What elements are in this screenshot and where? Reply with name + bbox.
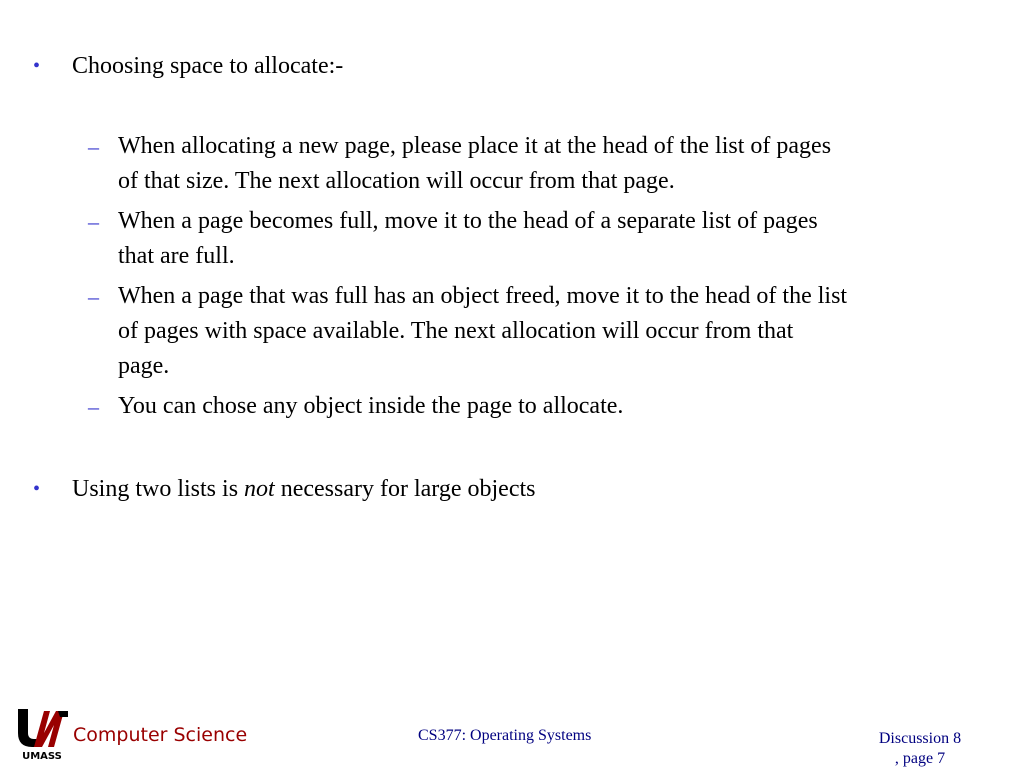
footer-course: CS377: Operating Systems	[418, 727, 592, 744]
sub-bullet-line: of that size. The next allocation will occur from that page.	[118, 168, 675, 194]
sub-bullet-text	[118, 389, 998, 424]
dash-icon: –	[88, 134, 99, 159]
footer-department: Computer Science	[73, 724, 248, 746]
bullet-text: Choosing space to allocate:-	[72, 53, 344, 79]
sub-bullet-line: When allocating a new page, please place it at the head of the list of pages	[118, 133, 832, 159]
sub-bullet-line: of pages with space available. The next allocation will occur from that	[118, 318, 794, 344]
umass-logo-text: UMASS	[22, 751, 62, 761]
dash-icon: –	[88, 394, 99, 419]
bullet-icon: •	[33, 55, 41, 77]
sub-bullet-line: When a page that was full has an object freed, move it to the head of the list	[118, 283, 848, 309]
sub-bullet-text	[118, 129, 998, 199]
bullet-text-after: necessary for large objects	[274, 476, 536, 502]
footer-discussion: Discussion 8	[878, 730, 962, 747]
bullet-text	[72, 472, 535, 506]
bullet-text-before: Using two lists is	[72, 476, 245, 502]
bullet-icon: •	[33, 478, 41, 500]
sub-bullet-line: that are full.	[118, 243, 235, 269]
footer-page-info	[862, 729, 978, 768]
sub-bullet-text	[118, 204, 998, 274]
bullet-text-italic: not	[244, 476, 275, 502]
sub-bullet-line: page.	[118, 353, 170, 379]
sub-bullet-line: You can chose any object inside the page to allocate.	[118, 393, 624, 419]
sub-bullet-text	[118, 279, 998, 384]
dash-icon: –	[88, 209, 99, 234]
sub-bullet-line: When a page becomes full, move it to the head of a separate list of pages	[118, 208, 818, 234]
umass-logo	[14, 707, 70, 761]
footer-page-number: , page 7	[894, 750, 946, 767]
dash-icon: –	[88, 284, 99, 309]
umass-logo-icon	[14, 707, 70, 761]
